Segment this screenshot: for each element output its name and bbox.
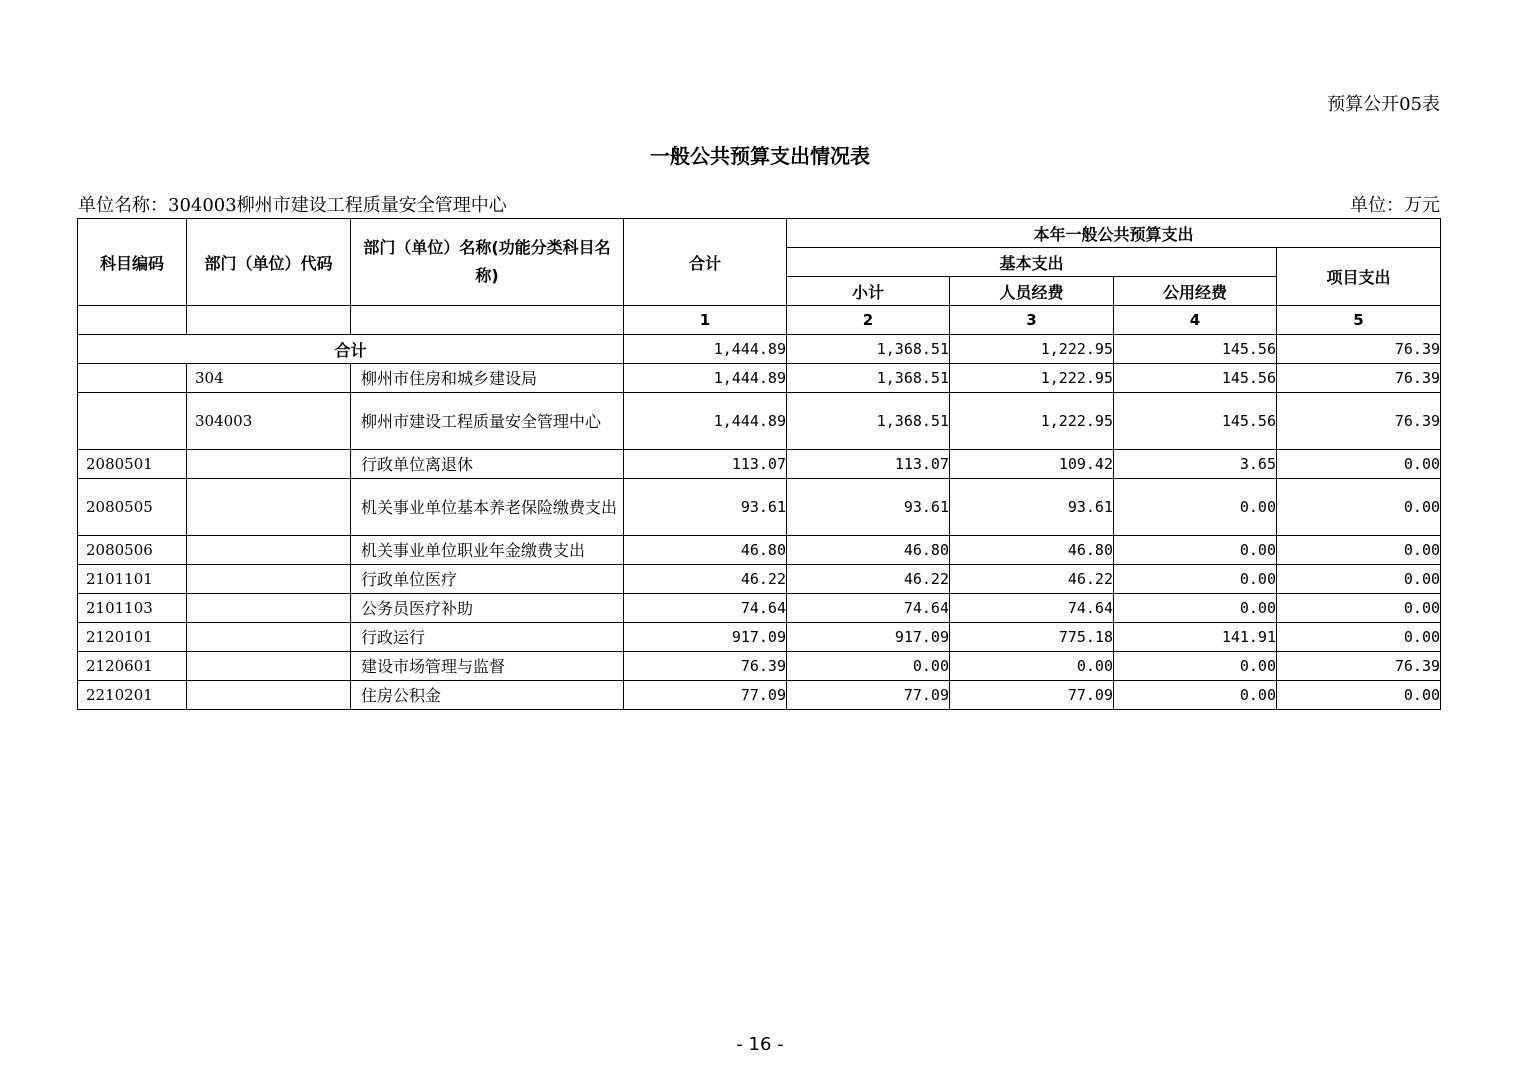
dept-code-cell	[187, 594, 351, 623]
subject-code-cell: 2101101	[78, 565, 187, 594]
value-cell: 76.39	[1277, 364, 1441, 393]
unit-info-line	[78, 191, 1440, 217]
column-number: 3	[950, 306, 1114, 335]
value-cell: 77.09	[950, 681, 1114, 710]
total-label: 合计	[78, 335, 624, 364]
value-cell: 0.00	[1114, 652, 1277, 681]
name-cell: 机关事业单位基本养老保险缴费支出	[351, 479, 624, 536]
value-cell: 74.64	[624, 594, 787, 623]
value-cell: 0.00	[1114, 536, 1277, 565]
name-cell: 机关事业单位职业年金缴费支出	[351, 536, 624, 565]
value-cell: 74.64	[787, 594, 950, 623]
dept-code-cell	[187, 565, 351, 594]
subject-code-cell	[78, 393, 187, 450]
table-row	[78, 450, 1441, 479]
value-cell: 3.65	[1114, 450, 1277, 479]
dept-code-cell: 304003	[187, 393, 351, 450]
dept-code-cell	[187, 681, 351, 710]
total-cell: 145.56	[1114, 335, 1277, 364]
header-public: 公用经费	[1114, 277, 1277, 306]
header-total: 合计	[624, 219, 787, 306]
table-row	[78, 536, 1441, 565]
subject-code-cell: 2120601	[78, 652, 187, 681]
value-cell: 76.39	[1277, 393, 1441, 450]
value-cell: 109.42	[950, 450, 1114, 479]
unit-measure: 单位：万元	[1350, 195, 1440, 216]
header-current-year: 本年一般公共预算支出	[787, 219, 1441, 248]
value-cell: 76.39	[1277, 652, 1441, 681]
table-row	[78, 652, 1441, 681]
page-title: 一般公共预算支出情况表	[650, 144, 870, 168]
value-cell: 113.07	[624, 450, 787, 479]
value-cell: 1,368.51	[787, 393, 950, 450]
column-number: 1	[624, 306, 787, 335]
value-cell: 0.00	[1277, 565, 1441, 594]
name-cell: 住房公积金	[351, 681, 624, 710]
dept-code-cell	[187, 450, 351, 479]
value-cell: 145.56	[1114, 393, 1277, 450]
value-cell: 113.07	[787, 450, 950, 479]
subject-code-cell: 2120101	[78, 623, 187, 652]
header-dept-code: 部门（单位）代码	[187, 219, 351, 306]
value-cell: 0.00	[1114, 681, 1277, 710]
value-cell: 917.09	[624, 623, 787, 652]
dept-code-cell	[187, 479, 351, 536]
value-cell: 46.80	[624, 536, 787, 565]
dept-code-cell: 304	[187, 364, 351, 393]
subject-code-cell: 2080506	[78, 536, 187, 565]
value-cell: 0.00	[1114, 565, 1277, 594]
value-cell: 0.00	[1277, 479, 1441, 536]
value-cell: 0.00	[950, 652, 1114, 681]
subject-code-cell: 2210201	[78, 681, 187, 710]
value-cell: 46.22	[624, 565, 787, 594]
value-cell: 0.00	[1277, 450, 1441, 479]
subject-code-cell: 2080501	[78, 450, 187, 479]
form-number: 预算公开05表	[1327, 94, 1440, 115]
header-personnel: 人员经费	[950, 277, 1114, 306]
name-cell: 公务员医疗补助	[351, 594, 624, 623]
total-cell: 1,222.95	[950, 335, 1114, 364]
value-cell: 0.00	[1277, 623, 1441, 652]
dept-code-cell	[187, 623, 351, 652]
name-cell: 行政单位离退休	[351, 450, 624, 479]
value-cell: 46.80	[950, 536, 1114, 565]
value-cell: 1,444.89	[624, 393, 787, 450]
value-cell: 0.00	[1114, 479, 1277, 536]
table-row	[78, 364, 1441, 393]
value-cell: 0.00	[1277, 594, 1441, 623]
value-cell: 1,368.51	[787, 364, 950, 393]
total-cell: 76.39	[1277, 335, 1441, 364]
total-row	[78, 335, 1441, 364]
subject-code-cell: 2080505	[78, 479, 187, 536]
value-cell: 77.09	[787, 681, 950, 710]
budget-table	[77, 218, 1441, 710]
name-cell: 柳州市建设工程质量安全管理中心	[351, 393, 624, 450]
value-cell: 93.61	[624, 479, 787, 536]
name-cell: 柳州市住房和城乡建设局	[351, 364, 624, 393]
table-row	[78, 479, 1441, 536]
value-cell: 77.09	[624, 681, 787, 710]
total-cell: 1,444.89	[624, 335, 787, 364]
value-cell: 145.56	[1114, 364, 1277, 393]
value-cell: 46.22	[950, 565, 1114, 594]
subject-code-cell: 2101103	[78, 594, 187, 623]
value-cell: 141.91	[1114, 623, 1277, 652]
table-row	[78, 393, 1441, 450]
value-cell: 917.09	[787, 623, 950, 652]
value-cell: 775.18	[950, 623, 1114, 652]
column-number: 2	[787, 306, 950, 335]
value-cell: 1,222.95	[950, 393, 1114, 450]
column-number: 5	[1277, 306, 1441, 335]
value-cell: 74.64	[950, 594, 1114, 623]
page-number: - 16 -	[736, 1034, 784, 1055]
value-cell: 1,444.89	[624, 364, 787, 393]
value-cell: 93.61	[950, 479, 1114, 536]
subject-code-cell	[78, 364, 187, 393]
header-project: 项目支出	[1277, 248, 1441, 306]
value-cell: 0.00	[1114, 594, 1277, 623]
table-row	[78, 594, 1441, 623]
dept-code-cell	[187, 536, 351, 565]
total-cell: 1,368.51	[787, 335, 950, 364]
header-subtotal: 小计	[787, 277, 950, 306]
value-cell: 46.22	[787, 565, 950, 594]
name-cell: 行政运行	[351, 623, 624, 652]
name-cell: 建设市场管理与监督	[351, 652, 624, 681]
value-cell: 0.00	[1277, 681, 1441, 710]
dept-code-cell	[187, 652, 351, 681]
table-row	[78, 623, 1441, 652]
header-subject-code: 科目编码	[78, 219, 187, 306]
value-cell: 1,222.95	[950, 364, 1114, 393]
unit-name: 单位名称：304003柳州市建设工程质量安全管理中心	[78, 195, 507, 216]
value-cell: 93.61	[787, 479, 950, 536]
header-dept-name: 部门（单位）名称(功能分类科目名称)	[351, 219, 624, 306]
header-basic: 基本支出	[787, 248, 1277, 277]
name-cell: 行政单位医疗	[351, 565, 624, 594]
value-cell: 46.80	[787, 536, 950, 565]
table-row	[78, 565, 1441, 594]
table-row	[78, 681, 1441, 710]
value-cell: 0.00	[787, 652, 950, 681]
column-number: 4	[1114, 306, 1277, 335]
value-cell: 76.39	[624, 652, 787, 681]
value-cell: 0.00	[1277, 536, 1441, 565]
